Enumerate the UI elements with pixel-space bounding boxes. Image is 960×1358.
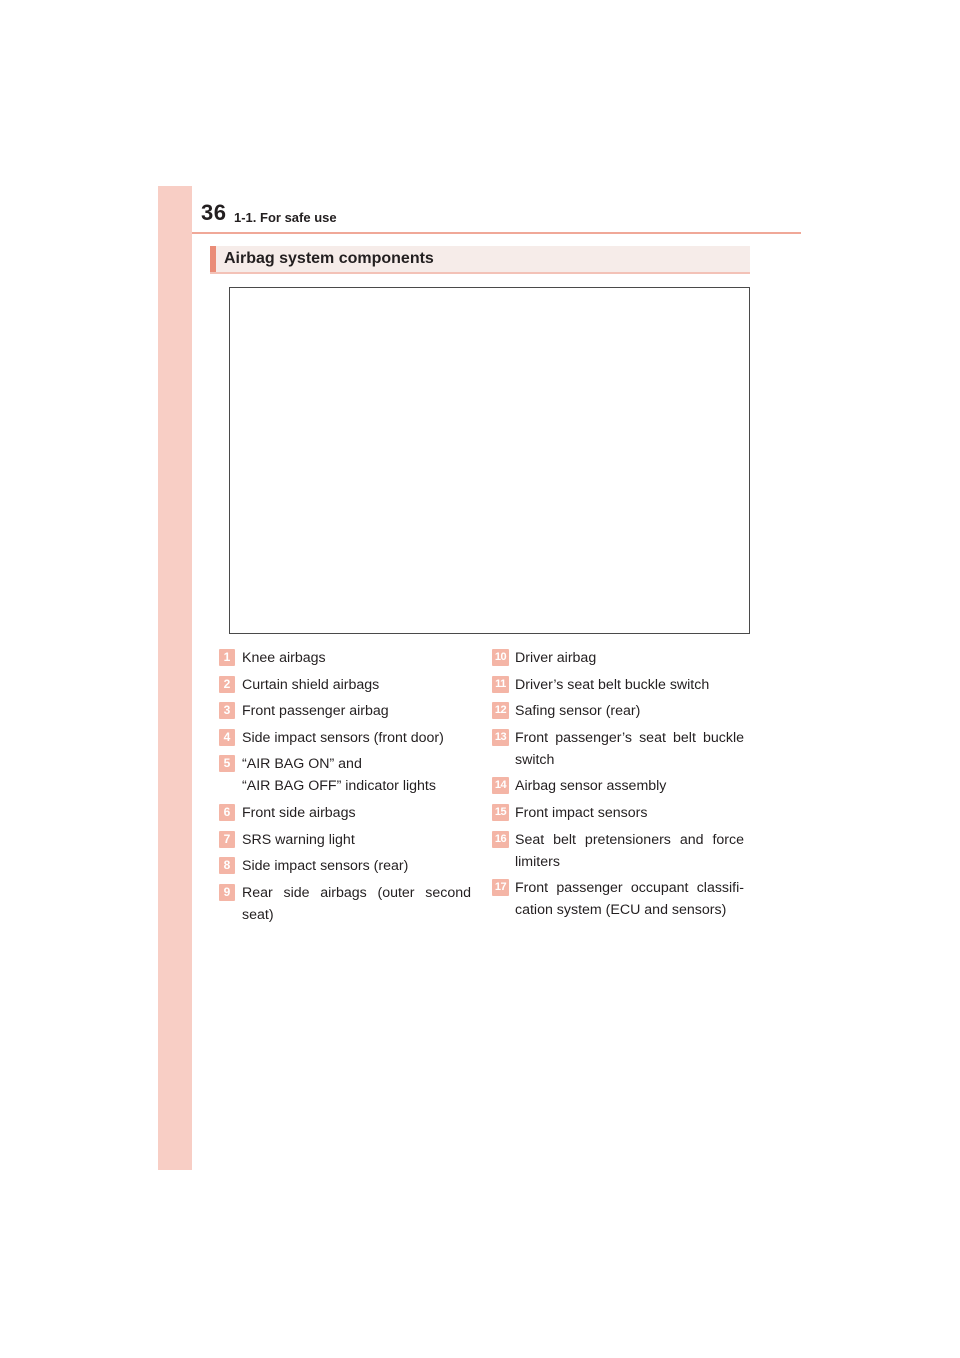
component-label [242,829,471,851]
number-badge: 7 [219,831,235,848]
component-list-item [492,802,744,824]
number-badge: 6 [219,804,235,821]
component-label-line: seat) [242,906,274,923]
component-label [515,647,744,669]
number-badge: 11 [492,676,509,693]
component-label [242,674,471,696]
number-badge: 13 [492,729,509,746]
component-label-line: Curtain shield airbags [242,676,380,693]
number-badge: 8 [219,857,235,874]
number-badge: 2 [219,676,235,693]
component-label-line: Safing sensor (rear) [515,703,641,720]
component-list-item [219,802,471,824]
component-label [242,647,471,669]
number-badge: 10 [492,649,509,666]
component-list-item [219,674,471,696]
component-label-line: Driver airbag [515,650,597,666]
section-heading: Airbag system components [224,250,434,267]
component-list-item [492,775,744,797]
component-list-right [492,647,744,926]
number-badge: 4 [219,729,235,746]
component-list-item [492,674,744,696]
heading-accent [210,246,216,272]
component-label-line: Knee airbags [242,650,326,666]
component-list-item [219,855,471,877]
component-label-line: Front passenger occupant classifi- [515,880,744,897]
component-label [515,700,744,722]
component-label [515,727,744,771]
component-label [515,775,744,797]
number-badge: 12 [492,702,509,719]
component-list-item [492,829,744,873]
component-label [515,877,744,921]
component-list-item [219,700,471,722]
component-label-line: Front passenger’s seat belt buckle [515,729,744,746]
component-label [515,674,744,696]
header-rule [192,232,801,234]
component-list-item [492,700,744,722]
component-label-line: “AIR BAG OFF” indicator lights [242,778,436,795]
component-label-line: Side impact sensors (front door) [242,729,444,746]
component-list-item [219,727,471,749]
component-list-item [492,647,744,669]
component-label-line: Seat belt pretensioners and force [515,831,744,848]
number-badge: 14 [492,777,509,794]
component-label [242,727,471,749]
number-badge: 1 [219,649,235,666]
component-label-line: SRS warning light [242,831,355,848]
component-label [515,802,744,824]
component-list-left [219,647,471,930]
page-number: 36 [201,200,227,225]
component-label [242,802,471,824]
number-badge: 15 [492,804,509,821]
component-label-line: “AIR BAG ON” and [242,756,362,773]
number-badge: 3 [219,702,235,719]
component-label-line: Front impact sensors [515,804,648,821]
component-label-line: cation system (ECU and sensors) [515,902,727,919]
component-label [242,882,471,926]
component-label-line: Rear side airbags (outer second [242,884,471,901]
number-badge: 16 [492,831,509,848]
component-list-item [219,882,471,926]
component-list-item [219,647,471,669]
component-label-line: Front passenger airbag [242,703,389,720]
number-badge: 5 [219,755,235,772]
component-label-line: limiters [515,853,560,870]
number-badge: 9 [219,884,235,901]
component-label [242,700,471,722]
number-badge: 17 [492,879,509,896]
section-heading-bar [210,246,750,274]
component-label-line: Side impact sensors (rear) [242,858,409,875]
component-label [515,829,744,873]
component-label [242,753,471,797]
component-list-item [219,753,471,797]
component-label-line: Front side airbags [242,804,356,821]
diagram-figure [229,287,750,634]
component-list-item [219,829,471,851]
component-label-line: Airbag sensor assembly [515,778,667,795]
component-label [242,855,471,877]
component-label-line: Driver’s seat belt buckle switch [515,676,710,693]
section-label: 1-1. For safe use [234,210,337,225]
component-label-line: switch [515,751,555,768]
component-list-item [492,727,744,771]
component-list-item [492,877,744,921]
side-tab-strip [158,186,192,1170]
